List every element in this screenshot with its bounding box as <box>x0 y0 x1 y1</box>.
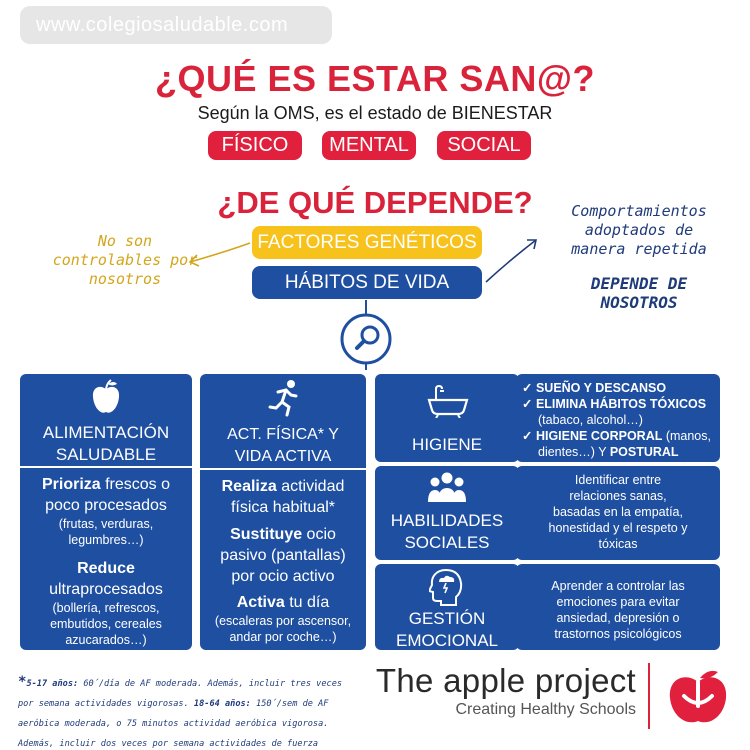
footnote-activity-guidelines: *5-17 años: 60´/día de AF moderada. Además, incluir tres veces por semana actividades vigorosas. 18-64 años: 150´/sem de AF aeróbica moderada, o 75 minutos actividad aeróbica vigorosa. Además, incluir dos veces por semana actividades de fuerza <box>18 674 343 749</box>
panel-hygiene-head <box>375 374 519 462</box>
activity-replace-bold: Sustituye <box>230 526 303 543</box>
magnifier-icon <box>342 315 390 363</box>
website-url[interactable]: www.colegiosaludable.com <box>20 6 332 44</box>
tag-mental: MENTAL <box>322 131 416 160</box>
emotional-heading-l2: EMOCIONAL <box>395 631 499 650</box>
connector-arrows <box>0 0 750 370</box>
tag-physical: FÍSICO <box>208 131 302 160</box>
arrow-right <box>486 240 536 282</box>
food-reduce-examples: (bollería, refrescos, embutidos, cereales azucarados…) <box>50 601 162 647</box>
hygiene-item-sleep: SUEÑO Y DESCANSO <box>535 381 667 395</box>
panel-social-head <box>375 466 519 560</box>
depends-title: ¿DE QUÉ DEPENDE? <box>217 185 533 220</box>
note-behaviours: Comportamientos adoptados de manera repetida <box>571 202 707 258</box>
arrow-left <box>190 243 250 262</box>
food-reduce-bold: Reduce <box>77 560 135 577</box>
food-prioritize-examples: (frutas, verduras, legumbres…) <box>58 517 154 547</box>
divider <box>200 468 366 470</box>
bathtub-icon <box>427 384 469 418</box>
hygiene-heading: HIGIENE <box>412 435 482 454</box>
panel-physical-activity: ACT. FÍSICA* Y VIDA ACTIVA Realiza actividad física habitual* Sustituye ocio pasivo (pantallas) por ocio activo Activa tu día (escaleras por ascensor, andar por coche…) <box>200 374 366 650</box>
group-icon <box>427 470 467 504</box>
genetic-factors-pill: FACTORES GENÉTICOS <box>252 226 482 259</box>
divider <box>20 466 192 468</box>
panel-healthy-eating: ALIMENTACIÓN SALUDABLE Prioriza frescos o poco procesados (frutas, verduras, legumbres…) Reduce ultraprocesados (bollería, refrescos, embutidos, cereales azucarados…) <box>20 374 192 650</box>
activity-realize-bold: Realiza <box>221 478 277 495</box>
food-heading-l1: ALIMENTACIÓN <box>42 423 170 442</box>
panel-social-text <box>516 466 720 560</box>
activity-heading-l1: ACT. FÍSICA* Y <box>227 426 339 443</box>
note-depends-on-us: DEPENDE DE NOSOTROS <box>590 274 688 312</box>
hygiene-item-body: HIGIENE CORPORAL <box>535 429 663 443</box>
runner-icon <box>266 378 302 418</box>
activity-heading-l2: VIDA ACTIVA <box>234 448 332 465</box>
apple-icon <box>90 378 122 416</box>
social-heading-l1: HABILIDADES <box>390 511 504 530</box>
brand-name: The apple project <box>375 662 636 699</box>
note-not-controllable: No son controlables por nosotros <box>52 232 198 288</box>
food-heading-l2: SALUDABLE <box>55 445 157 464</box>
activity-examples: (escaleras por ascensor, andar por coche…) <box>214 614 352 644</box>
life-habits-pill: HÁBITOS DE VIDA <box>252 266 482 299</box>
panel-emotional-text <box>516 564 720 650</box>
panel-emotional-head <box>375 564 519 650</box>
tag-social: SOCIAL <box>437 131 531 160</box>
brand-apple-logo <box>664 666 732 728</box>
social-description: Identificar entre relaciones sanas, basadas en la empatía, honestidad y el respeto y tóxicas <box>548 473 688 551</box>
panel-hygiene-list: ✓ SUEÑO Y DESCANSO ✓ ELIMINA HÁBITOS TÓXICOS (tabaco, alcohol…) ✓ HIGIENE CORPORAL (manos, dientes…) Y POSTURAL <box>516 374 720 462</box>
emotional-heading-l1: GESTIÓN <box>408 609 486 628</box>
food-prioritize-bold: Prioriza <box>41 476 101 493</box>
main-title: ¿QUÉ ES ESTAR SAN@? <box>155 58 595 99</box>
who-subtitle: Según la OMS, es el estado de BIENESTAR <box>197 103 553 123</box>
brand-divider <box>648 663 650 729</box>
social-heading-l2: SOCIALES <box>404 533 490 552</box>
head-storm-icon <box>429 568 463 606</box>
emotional-description: Aprender a controlar las emociones para evitar ansiedad, depresión o trastornos psicológicos <box>551 579 685 641</box>
activity-activate-bold: Activa <box>236 594 285 611</box>
brand-tagline: Creating Healthy Schools <box>455 701 636 718</box>
hygiene-item-toxic: ELIMINA HÁBITOS TÓXICOS <box>535 397 707 411</box>
